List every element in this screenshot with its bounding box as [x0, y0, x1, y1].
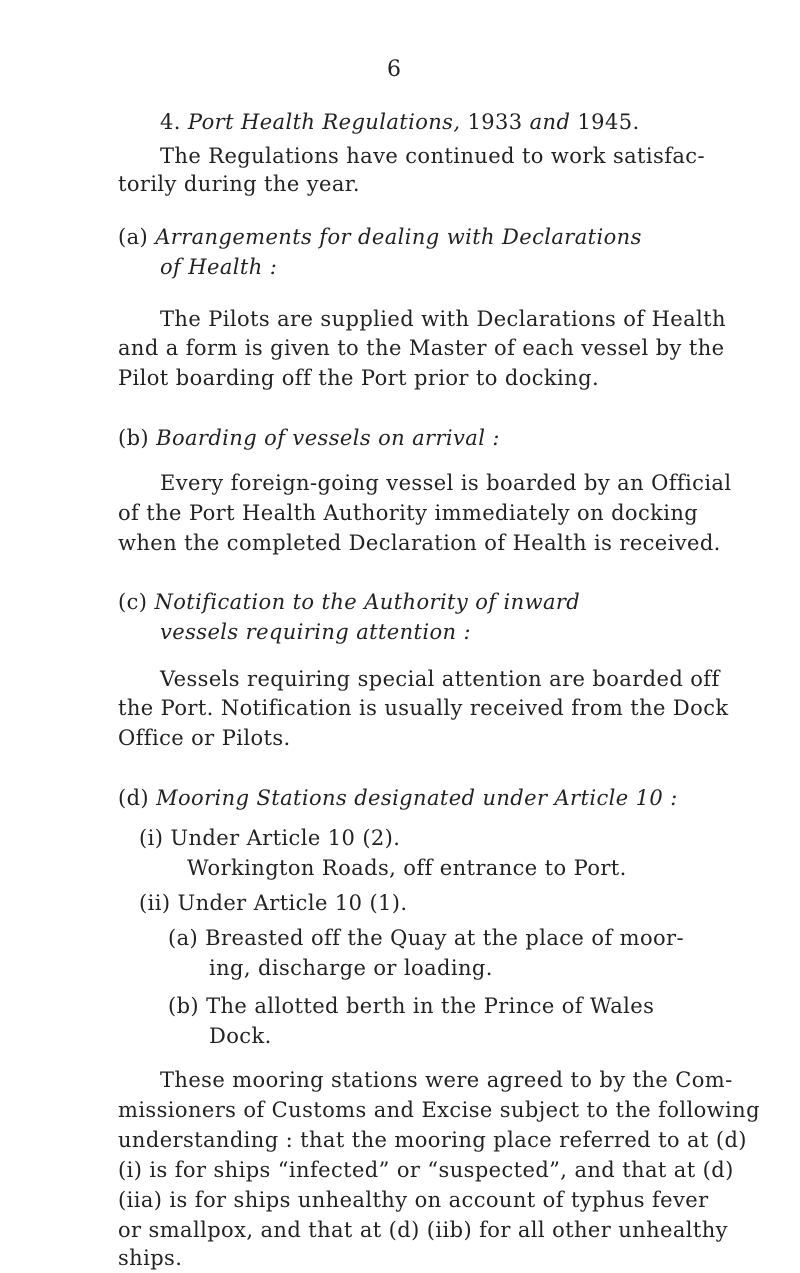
- paragraph-line: of the Port Health Authority immediately on docking: [118, 501, 699, 525]
- subsection-label: (c): [118, 590, 148, 614]
- subsection-b-heading: [118, 426, 500, 450]
- subsection-a-heading: [118, 225, 642, 249]
- list-item: (a) Breasted off the Quay at the place of moor-: [168, 926, 684, 950]
- paragraph-line: These mooring stations were agreed to by the Com-: [160, 1068, 733, 1092]
- paragraph-line: Vessels requiring special attention are boarded off: [160, 667, 720, 691]
- subsection-heading-text: Mooring Stations designated under Article 10 :: [156, 786, 678, 810]
- section-year-2: 1945.: [577, 110, 640, 134]
- paragraph-line: when the completed Declaration of Health is received.: [118, 531, 721, 555]
- list-item: Workington Roads, off entrance to Port.: [187, 856, 627, 880]
- subsection-heading-text: Boarding of vessels on arrival :: [156, 426, 500, 450]
- list-item: (b) The allotted berth in the Prince of Wales: [168, 994, 655, 1018]
- list-item: (i) Under Article 10 (2).: [139, 826, 401, 850]
- subsection-heading-text: vessels requiring attention :: [160, 620, 472, 644]
- subsection-heading-text: Notification to the Authority of inward: [154, 590, 581, 614]
- paragraph-line: or smallpox, and that at (d) (iib) for all other unhealthy: [118, 1218, 728, 1242]
- paragraph-line: The Regulations have continued to work satisfac-: [160, 144, 705, 168]
- subsection-c-heading: [118, 590, 580, 614]
- paragraph-line: (i) is for ships “infected” or “suspected”, and that at (d): [118, 1158, 734, 1182]
- subsection-label: (b): [118, 426, 150, 450]
- paragraph-line: (iia) is for ships unhealthy on account of typhus fever: [118, 1188, 709, 1212]
- page-number: 6: [387, 57, 401, 82]
- paragraph-line: the Port. Notification is usually received from the Dock: [118, 696, 729, 720]
- list-item: (ii) Under Article 10 (1).: [139, 891, 408, 915]
- paragraph-line: Pilot boarding off the Port prior to docking.: [118, 366, 600, 390]
- list-item: Dock.: [209, 1024, 272, 1048]
- section-year-1: 1933: [467, 110, 523, 134]
- section-title-text: Port Health Regulations,: [187, 110, 461, 134]
- section-number: 4.: [160, 110, 181, 134]
- paragraph-line: torily during the year.: [118, 172, 360, 196]
- paragraph-line: ships.: [118, 1246, 183, 1270]
- section-title: [160, 110, 640, 134]
- paragraph-line: Every foreign-going vessel is boarded by an Official: [160, 471, 732, 495]
- paragraph-line: Office or Pilots.: [118, 726, 291, 750]
- paragraph-line: The Pilots are supplied with Declarations of Health: [160, 307, 726, 331]
- paragraph-line: missioners of Customs and Excise subject to the following: [118, 1098, 760, 1122]
- section-and: and: [529, 110, 571, 134]
- paragraph-line: understanding : that the mooring place referred to at (d): [118, 1128, 747, 1152]
- subsection-label: (a): [118, 225, 149, 249]
- subsection-d-heading: [118, 786, 678, 810]
- subsection-heading-text: Arrangements for dealing with Declarations: [155, 225, 642, 249]
- list-item: ing, discharge or loading.: [209, 956, 493, 980]
- paragraph-line: and a form is given to the Master of each vessel by the: [118, 336, 725, 360]
- subsection-label: (d): [118, 786, 150, 810]
- subsection-heading-text: of Health :: [160, 255, 278, 279]
